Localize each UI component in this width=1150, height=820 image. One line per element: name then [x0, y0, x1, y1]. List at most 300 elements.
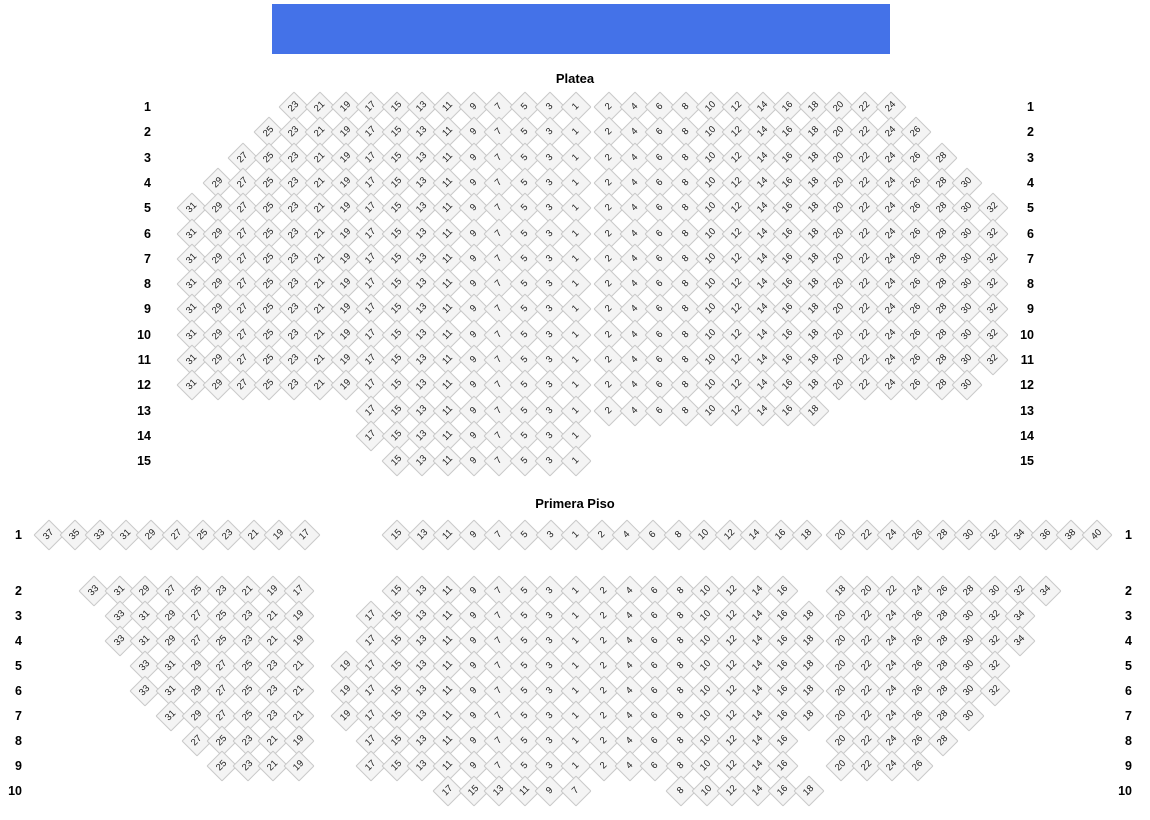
seat-number: 27 [163, 583, 179, 599]
platea-row-label-left: 4 [144, 175, 151, 190]
seat-number: 29 [163, 633, 179, 649]
seat-number: 33 [92, 527, 108, 543]
seat-number: 25 [260, 175, 277, 191]
seat-number: 16 [775, 633, 791, 649]
seat-number: 19 [337, 124, 354, 140]
seat-number: 10 [698, 783, 715, 799]
seat-number: 18 [805, 175, 822, 191]
seat-number: 1 [570, 455, 582, 467]
seat-number: 9 [467, 379, 480, 391]
seat-number: 32 [985, 352, 1001, 368]
seat-number: 29 [209, 377, 226, 393]
seat-number: 23 [286, 225, 302, 241]
seat-number: 11 [440, 124, 456, 140]
primera-piso-row-label-right: 4 [1125, 634, 1132, 648]
seat-number: 14 [749, 758, 766, 774]
seat-number: 25 [194, 527, 211, 543]
seat-number: 16 [780, 99, 796, 115]
seat-number: 19 [337, 175, 354, 191]
seat-number: 23 [220, 527, 236, 543]
platea-row-label-right: 11 [1020, 353, 1034, 367]
seat-number: 17 [363, 326, 379, 343]
seat-number: 17 [363, 608, 379, 624]
seat-number: 33 [86, 583, 102, 599]
seat-number: 16 [780, 352, 796, 368]
seat-number: 27 [188, 633, 205, 649]
seat-number: 7 [493, 354, 505, 366]
seat-number: 6 [654, 126, 666, 138]
seat-number: 13 [414, 149, 430, 166]
seat-number: 10 [703, 149, 719, 166]
seat-number: 25 [214, 633, 230, 649]
seat-number: 13 [414, 124, 430, 140]
seat-number: 2 [603, 354, 615, 366]
seat-number: 9 [467, 252, 480, 265]
seat-number: 18 [805, 124, 822, 140]
seat-number: 19 [337, 200, 354, 216]
seat-number: 11 [440, 301, 456, 317]
seat-number: 20 [833, 683, 849, 699]
seat-number: 2 [598, 760, 610, 772]
seat-number: 3 [544, 585, 556, 597]
seat[interactable] [952, 370, 983, 401]
seat-number: 3 [544, 760, 556, 772]
seat-number: 11 [440, 327, 456, 342]
seat-number: 17 [363, 402, 379, 419]
seat-number: 22 [857, 250, 873, 267]
seat-number: 17 [363, 733, 379, 749]
seat-number: 29 [188, 708, 205, 724]
seat-number: 13 [414, 733, 430, 749]
seat-number: 26 [908, 175, 924, 191]
seat-number: 12 [724, 633, 740, 649]
seat-number: 13 [414, 377, 430, 393]
seat-number: 14 [754, 352, 771, 368]
seat-number: 29 [188, 683, 205, 699]
seat-number: 4 [628, 379, 641, 391]
seat-number: 17 [363, 758, 379, 774]
seat-number: 28 [935, 608, 951, 624]
seat-number: 13 [414, 175, 430, 191]
seat-number: 23 [286, 352, 302, 368]
seat[interactable] [283, 750, 314, 781]
seat-number: 11 [440, 276, 456, 292]
seat-number: 14 [749, 633, 766, 649]
platea-row-label-right: 7 [1027, 251, 1034, 266]
seat-number: 3 [544, 252, 556, 265]
seat-number: 12 [724, 683, 740, 699]
seat-number: 18 [805, 200, 822, 216]
seat-number: 15 [388, 250, 405, 267]
seat-number: 15 [388, 708, 405, 724]
platea-row-label-left: 5 [144, 201, 151, 216]
seat-number: 18 [800, 683, 817, 699]
seat-number: 24 [882, 276, 899, 292]
seat-number: 23 [286, 326, 302, 343]
seat-number: 25 [239, 708, 256, 724]
seat-number: 7 [493, 635, 505, 647]
seat-number: 14 [749, 608, 766, 624]
seat-number: 17 [363, 225, 379, 241]
seat-number: 4 [628, 101, 641, 113]
seat-number: 1 [570, 429, 582, 442]
seat[interactable] [928, 725, 959, 756]
seat-number: 20 [831, 352, 847, 368]
seat-number: 19 [337, 377, 354, 393]
seat-number: 24 [882, 99, 899, 115]
seat-number: 14 [754, 149, 771, 166]
seat-number: 2 [598, 635, 610, 647]
seat-number: 25 [260, 352, 277, 368]
seat-number: 3 [544, 635, 556, 647]
seat-number: 21 [312, 301, 328, 317]
seat-number: 19 [337, 301, 354, 317]
seat[interactable] [560, 775, 591, 806]
seat-number: 15 [388, 301, 405, 317]
seat-number: 10 [703, 250, 719, 267]
seat-number: 31 [163, 683, 179, 699]
seat-number: 24 [882, 250, 899, 267]
seat-number: 31 [184, 326, 200, 343]
seat-number: 24 [884, 683, 900, 699]
seat-number: 15 [388, 683, 405, 699]
seat-number: 4 [623, 660, 636, 672]
platea-row-label-right: 3 [1027, 150, 1034, 165]
seat-number: 27 [235, 225, 251, 241]
seat-number: 4 [623, 685, 636, 697]
seat-number: 26 [909, 527, 926, 543]
seat-number: 21 [312, 225, 328, 241]
primera-piso-row-label-left: 6 [15, 684, 22, 698]
primera-piso-row-label-left: 7 [15, 709, 22, 723]
platea-row-label-left: 3 [144, 150, 151, 165]
seat-number: 22 [858, 608, 875, 624]
seat-number: 1 [570, 202, 582, 214]
seat-number: 10 [698, 658, 714, 674]
seat-number: 2 [603, 151, 615, 164]
seat-number: 12 [729, 250, 745, 267]
seat-number: 1 [570, 354, 582, 366]
seat-number: 10 [703, 124, 719, 140]
seat-number: 6 [654, 101, 666, 113]
seat-number: 7 [493, 610, 505, 622]
seat-number: 23 [239, 633, 256, 649]
seat-number: 17 [363, 250, 379, 267]
seat-number: 15 [388, 453, 405, 469]
seat-number: 30 [959, 175, 975, 191]
seat-number: 3 [544, 455, 556, 467]
seat-number: 3 [544, 610, 556, 622]
seat-number: 28 [961, 583, 977, 599]
seat-number: 12 [729, 149, 745, 166]
seat-number: 22 [858, 758, 875, 774]
seat-number: 3 [544, 379, 556, 391]
seat-number: 29 [209, 326, 226, 343]
seat-number: 24 [882, 175, 899, 191]
seat-number: 15 [388, 758, 405, 774]
seat-number: 3 [544, 735, 556, 747]
seat-number: 28 [933, 301, 950, 317]
seat-number: 22 [857, 377, 873, 393]
seat-number: 16 [780, 250, 796, 267]
seat-number: 20 [831, 250, 847, 267]
seat-number: 4 [628, 404, 641, 417]
platea-row-label-left: 11 [137, 353, 151, 367]
seat-number: 26 [909, 683, 926, 699]
seat-number: 19 [265, 583, 281, 599]
seat-number: 21 [312, 377, 328, 393]
seat-number: 5 [518, 227, 531, 240]
seat-number: 5 [518, 328, 531, 341]
seat-number: 21 [239, 583, 256, 599]
seat-number: 9 [467, 126, 480, 138]
seat-number: 14 [749, 783, 766, 799]
seat-number: 11 [440, 583, 456, 599]
seat-number: 24 [884, 608, 900, 624]
seat-number: 7 [493, 685, 505, 697]
seat-number: 6 [654, 303, 666, 315]
seat-number: 1 [570, 126, 582, 138]
seat-number: 17 [363, 683, 379, 699]
seat-number: 12 [729, 402, 745, 419]
seat-number: 13 [414, 352, 430, 368]
seat-number: 2 [598, 685, 610, 697]
seat[interactable] [1030, 575, 1061, 606]
seat-number: 21 [291, 708, 307, 724]
seat-number: 31 [111, 583, 128, 599]
seat-number: 19 [337, 683, 354, 699]
seat-number: 1 [570, 585, 582, 597]
seat-number: 25 [260, 200, 277, 216]
seat-number: 25 [260, 124, 277, 140]
seat-number: 20 [858, 583, 875, 599]
seat-number: 24 [884, 658, 900, 674]
seat-number: 5 [518, 610, 531, 622]
seat-number: 23 [286, 301, 302, 317]
seat-number: 6 [654, 202, 666, 214]
seat-number: 13 [414, 326, 430, 343]
seat-number: 5 [518, 455, 531, 467]
primera-piso-row-label-left: 5 [15, 659, 22, 673]
seat-number: 31 [137, 633, 153, 649]
seat-number: 20 [833, 708, 849, 724]
seat-number: 5 [518, 710, 531, 722]
seat-number: 19 [337, 352, 354, 368]
seat[interactable] [977, 344, 1008, 375]
seat-number: 16 [780, 402, 796, 419]
seat-number: 13 [414, 99, 430, 115]
seat-number: 5 [518, 735, 531, 747]
seat-number: 12 [729, 352, 745, 368]
seat-number: 37 [41, 527, 57, 543]
seat-number: 12 [729, 124, 745, 140]
seat-number: 23 [265, 658, 281, 674]
seat-number: 17 [363, 301, 379, 317]
seat-number: 12 [729, 377, 745, 393]
seat-number: 3 [544, 227, 556, 240]
seat-number: 25 [260, 149, 277, 166]
seat-number: 10 [703, 402, 719, 419]
seat[interactable] [902, 750, 933, 781]
seat-number: 18 [801, 783, 817, 799]
seat-number: 24 [884, 708, 900, 724]
seat-number: 17 [363, 149, 379, 166]
seat-number: 16 [780, 301, 796, 317]
seat-number: 18 [805, 352, 822, 368]
seat-number: 15 [388, 583, 405, 599]
seat-number: 29 [188, 658, 205, 674]
seat-number: 21 [291, 683, 307, 699]
seat-number: 11 [517, 783, 533, 799]
seat[interactable] [791, 519, 822, 550]
seat-number: 1 [570, 176, 582, 189]
seat-number: 18 [805, 377, 822, 393]
seat-number: 17 [363, 633, 379, 649]
seat-number: 30 [986, 583, 1003, 599]
seat-number: 1 [570, 685, 582, 697]
seat-number: 30 [959, 276, 975, 292]
seat-number: 21 [312, 200, 328, 216]
seat-number: 1 [570, 151, 582, 164]
seat-number: 3 [544, 303, 556, 315]
seat[interactable] [979, 675, 1010, 706]
seat-number: 15 [389, 527, 405, 543]
seat-number: 14 [749, 683, 766, 699]
seat-number: 8 [674, 735, 687, 747]
seat-number: 20 [831, 175, 847, 191]
seat-number: 21 [265, 733, 281, 749]
seat[interactable] [1005, 625, 1036, 656]
seat-number: 8 [679, 252, 692, 265]
seat-number: 22 [858, 708, 875, 724]
seat-number: 24 [884, 527, 900, 543]
seat-number: 9 [467, 585, 480, 597]
seat-number: 4 [628, 328, 641, 341]
seat-number: 13 [414, 276, 430, 292]
seat[interactable] [793, 775, 824, 806]
seat-number: 13 [414, 250, 430, 267]
seat-number: 13 [414, 225, 430, 241]
seat-number: 18 [805, 326, 822, 343]
seat-number: 15 [388, 225, 405, 241]
seat-number: 7 [493, 455, 505, 467]
seat-number: 25 [239, 683, 256, 699]
seat-number: 28 [935, 708, 951, 724]
seat-number: 28 [933, 200, 950, 216]
seat-number: 6 [649, 685, 661, 697]
seat-number: 25 [260, 301, 277, 317]
seat[interactable] [793, 700, 824, 731]
seat-number: 2 [603, 328, 615, 341]
platea-row-label-left: 8 [144, 277, 151, 292]
seat-number: 8 [674, 635, 687, 647]
seat-number: 20 [833, 527, 849, 543]
seat-number: 32 [986, 658, 1003, 674]
primera-piso-row-label-right: 2 [1125, 584, 1132, 598]
seat-number: 2 [603, 404, 615, 417]
seat-number: 25 [260, 326, 277, 343]
seat-number: 4 [623, 610, 636, 622]
seat-number: 9 [467, 354, 480, 366]
seat-number: 9 [467, 202, 480, 214]
seat-number: 9 [467, 101, 480, 113]
seat-number: 20 [833, 733, 849, 749]
seat-number: 18 [800, 608, 817, 624]
seat-number: 15 [388, 99, 405, 115]
seat-number: 7 [493, 404, 505, 417]
seat-number: 33 [111, 608, 128, 624]
seat-number: 2 [603, 379, 615, 391]
seat-number: 26 [908, 352, 924, 368]
seat-number: 11 [440, 99, 456, 115]
seat-number: 23 [286, 377, 302, 393]
seat-number: 22 [857, 175, 873, 191]
seat-number: 5 [518, 278, 531, 290]
seat[interactable] [289, 519, 320, 550]
seat-number: 4 [623, 635, 636, 647]
seat-number: 9 [467, 176, 480, 189]
seat-number: 7 [493, 760, 505, 772]
seat-number: 26 [908, 124, 924, 140]
seat-number: 32 [986, 683, 1003, 699]
seat-number: 31 [163, 658, 179, 674]
seat-number: 18 [805, 225, 822, 241]
seat[interactable] [560, 446, 591, 477]
primera-piso-row-label-left: 3 [15, 609, 22, 623]
seat-number: 17 [363, 658, 379, 674]
seat-number: 36 [1037, 527, 1054, 543]
seat-number: 12 [724, 608, 740, 624]
seat-number: 1 [570, 760, 582, 772]
seat-number: 20 [831, 377, 847, 393]
seat-number: 12 [721, 527, 738, 543]
seat-number: 25 [260, 377, 277, 393]
seat-number: 30 [961, 608, 977, 624]
seat-number: 23 [286, 276, 302, 292]
seat-number: 19 [291, 758, 307, 774]
seat-number: 9 [467, 760, 480, 772]
seat-number: 14 [749, 583, 766, 599]
seat-number: 21 [312, 124, 328, 140]
seat-number: 24 [884, 758, 900, 774]
seat-number: 18 [805, 149, 822, 166]
seat[interactable] [953, 700, 984, 731]
seat-number: 7 [493, 529, 505, 541]
seat-number: 18 [798, 527, 815, 543]
seat-number: 1 [570, 710, 582, 722]
seat-number: 19 [291, 608, 307, 624]
primera-piso-section-title: Primera Piso [535, 496, 615, 511]
seat-number: 11 [440, 608, 456, 624]
seat-number: 14 [754, 200, 771, 216]
seat-number: 24 [882, 301, 899, 317]
seat-number: 5 [519, 529, 531, 541]
seat-number: 10 [703, 352, 719, 368]
seat-number: 8 [679, 379, 692, 391]
seat-number: 38 [1063, 527, 1079, 543]
seat-number: 26 [909, 658, 926, 674]
seat-number: 32 [1012, 583, 1028, 599]
seat-number: 30 [959, 200, 975, 216]
seat[interactable] [798, 395, 829, 426]
seat-number: 32 [986, 608, 1003, 624]
seat-number: 32 [986, 527, 1003, 543]
seat-number: 10 [696, 527, 712, 543]
primera-piso-row-label-left: 4 [15, 634, 22, 648]
seat-number: 28 [935, 733, 951, 749]
platea-row-label-right: 9 [1027, 302, 1034, 317]
seat-number: 7 [493, 151, 505, 164]
